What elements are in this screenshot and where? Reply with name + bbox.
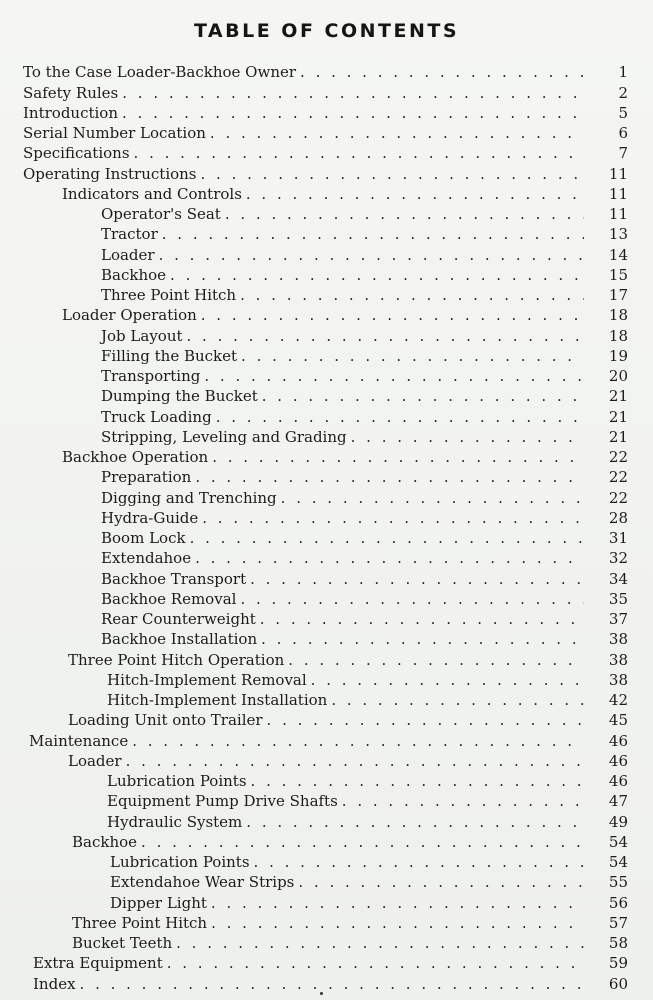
- dot-leader: [288, 651, 584, 669]
- toc-entry-page-number: 49: [608, 812, 628, 831]
- dot-leader: [216, 408, 584, 426]
- dot-leader: [342, 792, 584, 810]
- toc-entry-page-number: 38: [608, 630, 628, 649]
- toc-entry[interactable]: [0, 223, 653, 243]
- toc-entry[interactable]: [0, 628, 653, 648]
- toc-entry-label: Rear Counterweight: [101, 610, 256, 628]
- toc-entry-label: Loader: [68, 751, 122, 770]
- toc-entry[interactable]: [0, 264, 653, 284]
- page-title: TABLE OF CONTENTS: [193, 20, 460, 42]
- dot-leader: [176, 934, 584, 952]
- table-of-contents-list: [0, 61, 653, 993]
- toc-entry[interactable]: [0, 61, 653, 81]
- toc-entry-page-number: 38: [608, 650, 628, 669]
- toc-entry[interactable]: [0, 669, 653, 689]
- toc-entry-label: Stripping, Leveling and Grading: [101, 427, 347, 446]
- dot-leader: [210, 124, 584, 142]
- toc-entry-label: Hitch-Implement Installation: [107, 691, 328, 709]
- dot-leader: [240, 590, 584, 608]
- toc-entry-page-number: 34: [608, 569, 628, 588]
- dot-leader: [225, 205, 584, 223]
- toc-entry-label: Specifications: [23, 144, 130, 163]
- dot-leader: [134, 144, 584, 162]
- dot-leader: [201, 165, 584, 183]
- toc-entry[interactable]: [0, 345, 653, 365]
- toc-entry-label: Safety Rules: [23, 83, 119, 102]
- toc-entry-label: Backhoe Operation: [62, 448, 209, 466]
- dot-leader: [262, 387, 584, 405]
- dot-leader: [195, 549, 584, 567]
- toc-entry-label: Index: [33, 974, 76, 993]
- toc-entry[interactable]: [0, 243, 653, 263]
- dot-leader: [260, 610, 584, 628]
- toc-entry[interactable]: [0, 608, 653, 628]
- toc-entry[interactable]: [0, 790, 653, 810]
- page-mark: [320, 992, 323, 995]
- toc-entry-label: Filling the Bucket: [101, 346, 238, 365]
- toc-entry-label: Maintenance: [29, 731, 129, 750]
- dot-leader: [250, 570, 584, 588]
- dot-leader: [246, 185, 584, 203]
- toc-entry-page-number: 57: [608, 913, 628, 932]
- toc-entry-page-number: 21: [608, 407, 628, 426]
- toc-entry[interactable]: [0, 142, 653, 162]
- dot-leader: [141, 833, 584, 851]
- toc-entry-page-number: 60: [608, 974, 628, 993]
- toc-entry-page-number: 15: [608, 265, 628, 284]
- dot-leader: [351, 428, 584, 446]
- toc-entry-label: Job Layout: [101, 326, 183, 345]
- toc-entry[interactable]: [0, 891, 653, 911]
- toc-entry[interactable]: [0, 466, 653, 486]
- toc-entry-label: Operator's Seat: [101, 205, 221, 223]
- toc-entry-label: Backhoe Installation: [101, 630, 258, 649]
- toc-entry-page-number: 55: [608, 873, 628, 892]
- toc-entry[interactable]: [0, 122, 653, 142]
- dot-leader: [132, 732, 584, 750]
- toc-entry-label: Dumping the Bucket: [101, 387, 258, 406]
- toc-entry[interactable]: [0, 810, 653, 830]
- toc-entry-page-number: 2: [618, 83, 628, 102]
- dot-leader: [159, 246, 584, 264]
- toc-entry-page-number: 37: [608, 610, 628, 628]
- toc-entry-page-number: 21: [608, 427, 628, 446]
- toc-entry-label: Transporting: [101, 367, 201, 385]
- toc-entry[interactable]: [0, 486, 653, 506]
- dot-leader: [261, 630, 584, 648]
- dot-leader: [300, 63, 584, 81]
- toc-entry[interactable]: [0, 203, 653, 223]
- dot-leader: [267, 711, 584, 729]
- toc-entry-page-number: 21: [608, 387, 628, 406]
- dot-leader: [122, 84, 584, 102]
- dot-leader: [202, 509, 584, 527]
- toc-entry[interactable]: [0, 81, 653, 101]
- toc-entry-label: Digging and Trenching: [101, 488, 277, 507]
- toc-entry[interactable]: [0, 365, 653, 385]
- toc-entry-page-number: 5: [618, 103, 628, 122]
- toc-entry-page-number: 56: [608, 893, 628, 912]
- toc-entry[interactable]: [0, 770, 653, 790]
- dot-leader: [195, 468, 584, 486]
- toc-entry-label: Operating Instructions: [23, 164, 197, 183]
- toc-entry-label: Extra Equipment: [33, 954, 163, 973]
- toc-entry-page-number: 47: [608, 792, 628, 811]
- dot-leader: [311, 671, 584, 689]
- toc-entry-page-number: 42: [608, 691, 628, 709]
- toc-entry-label: Loading Unit onto Trailer: [68, 711, 263, 730]
- toc-entry[interactable]: [0, 527, 653, 547]
- toc-entry[interactable]: [0, 851, 653, 871]
- toc-entry-label: Loader Operation: [62, 306, 197, 325]
- toc-entry-page-number: 46: [608, 731, 628, 750]
- toc-entry-label: Serial Number Location: [23, 124, 206, 142]
- toc-entry-label: Introduction: [23, 103, 118, 122]
- toc-entry-page-number: 11: [608, 164, 628, 183]
- toc-entry[interactable]: [0, 385, 653, 405]
- dot-leader: [212, 448, 584, 466]
- dot-leader: [211, 914, 584, 932]
- toc-entry[interactable]: [0, 689, 653, 709]
- toc-entry-label: Loader: [101, 245, 155, 264]
- dot-leader: [211, 894, 584, 912]
- toc-entry-label: Lubrication Points: [107, 772, 247, 790]
- toc-entry[interactable]: [0, 183, 653, 203]
- dot-leader: [167, 954, 584, 972]
- dot-leader: [190, 529, 584, 547]
- dot-leader: [246, 813, 584, 831]
- toc-entry-page-number: 46: [608, 772, 628, 790]
- toc-entry-page-number: 18: [608, 306, 628, 325]
- toc-entry-label: Backhoe: [72, 832, 138, 851]
- toc-entry[interactable]: [0, 405, 653, 425]
- toc-entry[interactable]: [0, 162, 653, 182]
- toc-entry-label: Hydraulic System: [107, 812, 243, 831]
- toc-entry-page-number: 58: [608, 934, 628, 952]
- toc-entry-page-number: 19: [608, 346, 628, 365]
- toc-entry-page-number: 54: [608, 832, 628, 851]
- toc-entry[interactable]: [0, 648, 653, 668]
- toc-entry-page-number: 28: [608, 508, 628, 527]
- toc-entry[interactable]: [0, 912, 653, 932]
- toc-entry-page-number: 11: [608, 205, 628, 223]
- toc-entry-label: Tractor: [101, 225, 158, 244]
- toc-entry-label: Preparation: [101, 468, 192, 487]
- toc-entry-page-number: 22: [608, 488, 628, 507]
- toc-entry-page-number: 22: [608, 448, 628, 466]
- toc-entry[interactable]: [0, 871, 653, 891]
- toc-entry-label: To the Case Loader-Backhoe Owner: [23, 63, 297, 82]
- toc-entry[interactable]: [0, 284, 653, 304]
- dot-leader: [331, 691, 584, 709]
- toc-entry-page-number: 22: [608, 468, 628, 487]
- dot-leader: [240, 286, 584, 304]
- toc-entry-page-number: 45: [608, 711, 628, 730]
- toc-entry-label: Backhoe: [101, 265, 167, 284]
- toc-entry-page-number: 32: [608, 549, 628, 568]
- toc-entry-label: Dipper Light: [110, 893, 207, 912]
- toc-entry[interactable]: [0, 426, 653, 446]
- toc-entry[interactable]: [0, 567, 653, 587]
- toc-entry-page-number: 11: [608, 184, 628, 203]
- toc-entry-label: Extendahoe: [101, 549, 192, 568]
- toc-entry[interactable]: [0, 709, 653, 729]
- toc-entry[interactable]: [0, 304, 653, 324]
- toc-entry[interactable]: [0, 102, 653, 122]
- toc-entry-page-number: 17: [608, 286, 628, 304]
- toc-entry[interactable]: [0, 729, 653, 749]
- toc-entry-label: Equipment Pump Drive Shafts: [107, 792, 338, 811]
- toc-entry-label: Extendahoe Wear Strips: [110, 873, 295, 892]
- toc-entry[interactable]: [0, 324, 653, 344]
- toc-entry-page-number: 18: [608, 326, 628, 345]
- toc-entry[interactable]: [0, 547, 653, 567]
- dot-leader: [298, 873, 584, 891]
- toc-entry-label: Three Point Hitch Operation: [68, 650, 285, 669]
- dot-leader: [126, 752, 584, 770]
- toc-entry-label: Truck Loading: [101, 407, 212, 426]
- toc-entry[interactable]: [0, 952, 653, 972]
- toc-entry-page-number: 13: [608, 225, 628, 244]
- toc-entry-label: Three Point Hitch: [101, 286, 237, 304]
- dot-leader: [204, 367, 584, 385]
- dot-leader: [201, 306, 584, 324]
- dot-leader: [251, 772, 584, 790]
- toc-entry-page-number: 38: [608, 670, 628, 689]
- dot-leader: [254, 853, 584, 871]
- toc-entry[interactable]: [0, 972, 653, 992]
- toc-entry-page-number: 31: [608, 529, 628, 547]
- toc-entry-label: Indicators and Controls: [62, 184, 242, 203]
- toc-entry[interactable]: [0, 446, 653, 466]
- dot-leader: [170, 266, 584, 284]
- toc-entry[interactable]: [0, 750, 653, 770]
- toc-entry-label: Bucket Teeth: [72, 934, 173, 952]
- toc-entry-page-number: 54: [608, 853, 628, 871]
- toc-entry-page-number: 7: [618, 144, 628, 163]
- toc-entry-page-number: 14: [608, 245, 628, 264]
- toc-entry-label: Boom Lock: [101, 529, 186, 547]
- toc-entry-label: Three Point Hitch: [72, 913, 208, 932]
- toc-entry[interactable]: [0, 932, 653, 952]
- dot-leader: [241, 347, 584, 365]
- dot-leader: [122, 104, 584, 122]
- toc-entry-label: Backhoe Transport: [101, 569, 247, 588]
- toc-entry[interactable]: [0, 588, 653, 608]
- toc-entry-page-number: 1: [618, 63, 628, 82]
- toc-entry-page-number: 46: [608, 751, 628, 770]
- toc-entry-page-number: 6: [618, 124, 628, 142]
- dot-leader: [187, 327, 584, 345]
- toc-entry-label: Lubrication Points: [110, 853, 250, 871]
- toc-entry-page-number: 35: [608, 589, 628, 608]
- toc-entry[interactable]: [0, 507, 653, 527]
- dot-leader: [162, 225, 584, 243]
- toc-entry-label: Hydra-Guide: [101, 508, 199, 527]
- toc-entry[interactable]: [0, 831, 653, 851]
- toc-entry-label: Hitch-Implement Removal: [107, 670, 307, 689]
- toc-entry-page-number: 59: [608, 954, 628, 973]
- dot-leader: [80, 975, 584, 993]
- toc-entry-label: Backhoe Removal: [101, 589, 237, 608]
- dot-leader: [281, 489, 584, 507]
- toc-entry-page-number: 20: [608, 367, 628, 385]
